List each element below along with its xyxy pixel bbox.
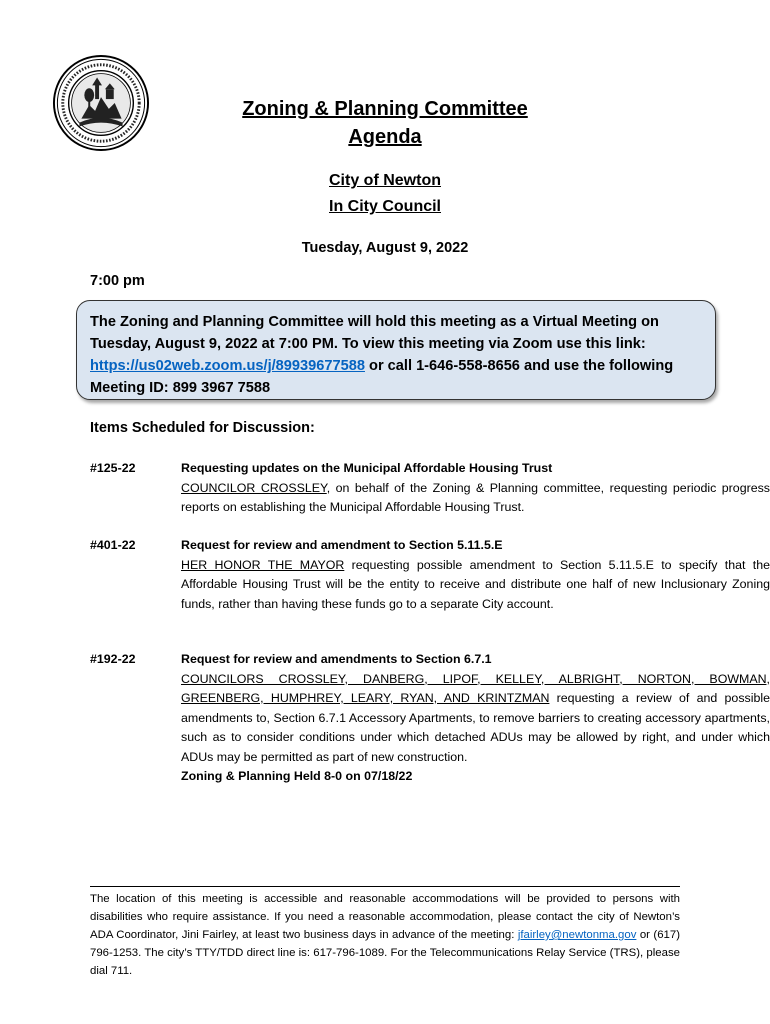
- meeting-time: 7:00 pm: [90, 273, 145, 289]
- items-heading: Items Scheduled for Discussion:: [90, 420, 315, 436]
- item-number: #401-22: [90, 538, 136, 552]
- accessibility-footer: [90, 890, 680, 980]
- city-name: City of Newton: [329, 172, 441, 189]
- item-sponsor: COUNCILOR CROSSLEY: [181, 480, 327, 495]
- item-number: #125-22: [90, 461, 136, 475]
- footer-divider: [90, 886, 680, 887]
- notice-text-after: or call 1-646-558-8656 and use the following Meeting ID: 899 3967 7588: [90, 358, 674, 396]
- meeting-date: Tuesday, August 9, 2022: [301, 240, 469, 256]
- item-number: #192-22: [90, 652, 136, 666]
- document-subtitle: Agenda: [348, 126, 422, 148]
- item-description: requesting a review of and possible amendments to, Section 6.7.1 Accessory Apartments, to remove barriers to creating accessory apartments, such as to consider conditions under which detached ADUs may be allowed by right, and under which ADUs may be permitted as part of new construction.: [181, 691, 770, 764]
- zoom-link[interactable]: https://us02web.zoom.us/j/89939677588: [90, 358, 365, 374]
- footer-text-after: or (617) 796-1253. The city’s TTY/TDD direct line is: 617-796-1089. For the Telecommunications Relay Service (TRS), please dial 711.: [90, 929, 680, 977]
- ada-email-link[interactable]: jfairley@newtonma.gov: [517, 929, 637, 941]
- notice-text: The Zoning and Planning Committee will hold this meeting as a Virtual Meeting on Tuesday, August 9, 2022 at 7:00 PM. To view this meeting via Zoom use this link:: [90, 314, 659, 352]
- item-description: , on behalf of the Zoning & Planning committee, requesting periodic progress reports on establishing the Municipal Affordable Housing Trust.: [181, 480, 770, 514]
- virtual-meeting-notice: [76, 300, 716, 400]
- item-heading: Requesting updates on the Municipal Affordable Housing Trust: [181, 461, 553, 475]
- item-sponsor: HER HONOR THE MAYOR: [181, 557, 345, 572]
- item-description: requesting possible amendment to Section 5.11.5.E to specify that the Affordable Housing Trust will be the entity to receive and distribute one half of new Inclusionary Zoning funds, rather than having these funds go to a separate City account.: [181, 557, 770, 611]
- item-status: Zoning & Planning Held 8-0 on 07/18/22: [181, 769, 413, 783]
- item-sponsor: COUNCILORS CROSSLEY, DANBERG, LIPOF, KELLEY, ALBRIGHT, NORTON, BOWMAN, GREENBERG, HUMPHREY, LEARY, RYAN, AND KRINTZMAN: [181, 671, 770, 705]
- document-title: Zoning & Planning Committee: [242, 98, 528, 120]
- footer-text: The location of this meeting is accessible and reasonable accommodations will be provided to persons with disabilities who require assistance. If you need a reasonable accommodation, please contact the city of Newton’s ADA Coordinator, Jini Fairley, at least two business days in advance of the meeting:: [90, 893, 680, 941]
- council-name: In City Council: [329, 198, 441, 215]
- item-heading: Request for review and amendments to Section 6.7.1: [181, 652, 492, 666]
- item-heading: Request for review and amendment to Section 5.11.5.E: [181, 538, 503, 552]
